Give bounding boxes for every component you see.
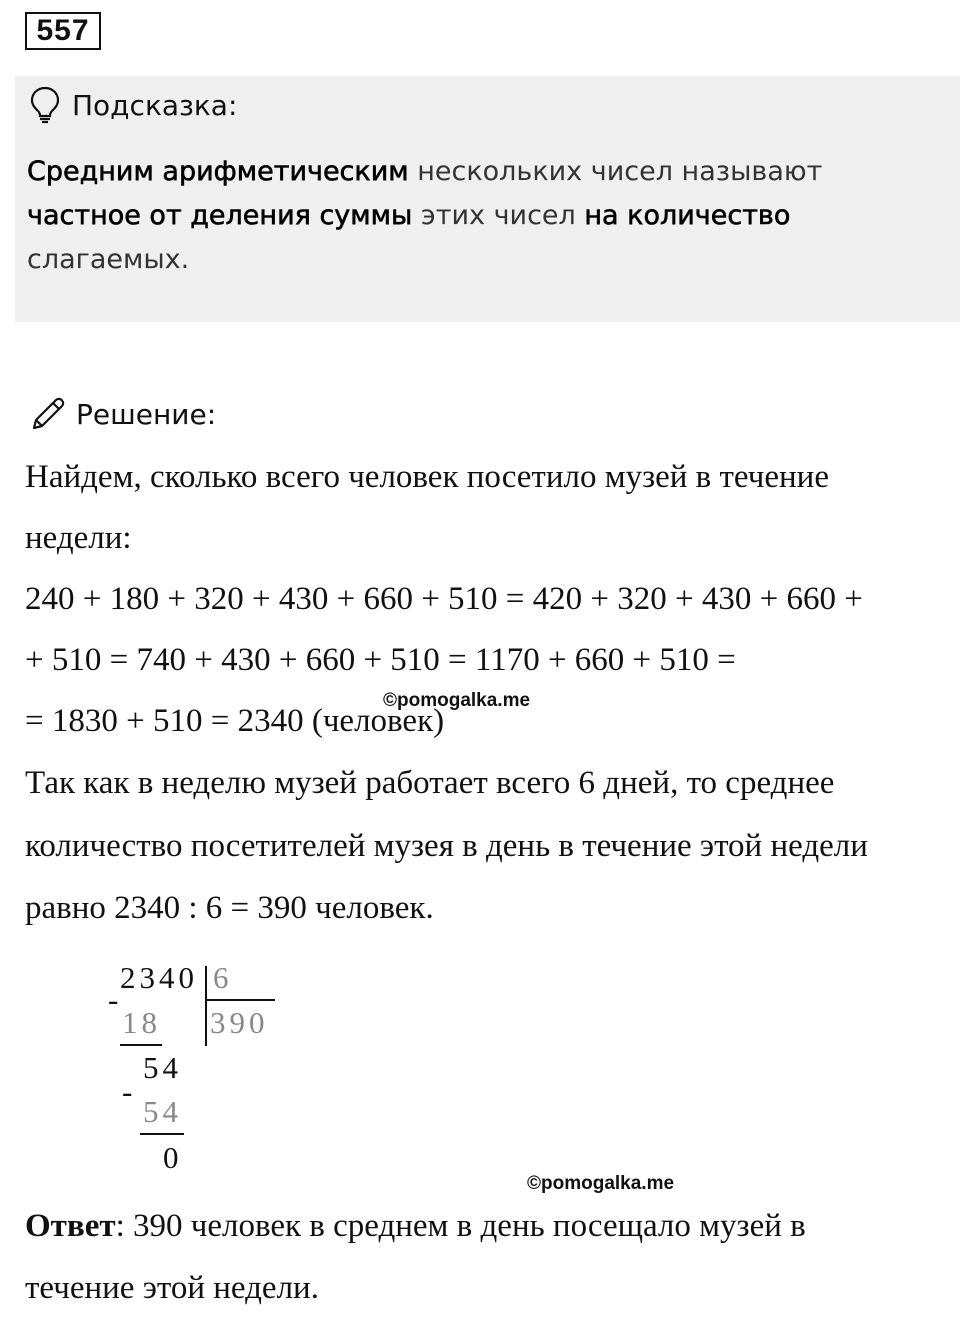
solution-title [30,392,216,436]
lightbulb-icon [30,86,60,124]
division-step2-subtrahend: 54 [143,1094,182,1129]
hint-title-text: Подсказка: [72,88,238,122]
hint-text-3: слагаемых. [27,244,190,275]
division-line-1 [120,1044,162,1046]
answer-line-2: течение этой недели. [25,1270,319,1306]
division-quotient: 390 [210,1005,269,1040]
division-minus-2: - [122,1074,137,1109]
solution-line-8: равно 2340 : 6 = 390 человек. [25,890,434,926]
hint-bold-2: частное от деления суммы [27,200,413,231]
answer-line-1 [25,1208,806,1245]
solution-title-text: Решение: [76,397,217,431]
hint-text-2: этих чисел [412,200,585,231]
solution-line-6: Так как в неделю музей работает всего 6 дней, то среднее [25,765,835,801]
answer-text-1: : 390 человек в среднем в день посещало музей в [115,1208,806,1244]
division-minus-1: - [108,982,123,1017]
division-divisor: 6 [213,960,233,995]
hint-text-1: нескольких чисел называют [408,156,823,187]
pencil-icon [30,396,66,432]
watermark: ©pomogalka.me [383,690,531,711]
answer-label: Ответ [25,1208,116,1244]
division-dividend: 2340 [120,960,198,995]
hint-bold-3: на количество [584,200,791,231]
solution-line-4: + 510 = 740 + 430 + 660 + 510 = 1170 + 660 + 510 = [25,642,736,678]
hint-title [30,83,237,127]
solution-line-2: недели: [25,520,132,556]
division-step1-subtrahend: 18 [122,1005,161,1040]
division-remainder: 0 [163,1140,183,1175]
division-divisor-line [205,999,275,1001]
solution-line-1: Найдем, сколько всего человек посетило музей в течение [25,459,829,495]
hint-text [27,150,937,282]
hint-bold-1: Средним арифметическим [27,156,409,187]
solution-line-7: количество посетителей музея в день в течение этой недели [25,828,868,864]
solution-line-3: 240 + 180 + 320 + 430 + 660 + 510 = 420 + 320 + 430 + 660 + [25,581,863,617]
watermark-2: ©pomogalka.me [527,1173,675,1194]
solution-line-5: = 1830 + 510 = 2340 (человек) [25,703,445,739]
task-number: 557 [25,12,101,50]
division-line-2 [140,1133,184,1135]
division-vertical-line [205,966,207,1046]
division-step1-remainder: 54 [143,1050,182,1085]
